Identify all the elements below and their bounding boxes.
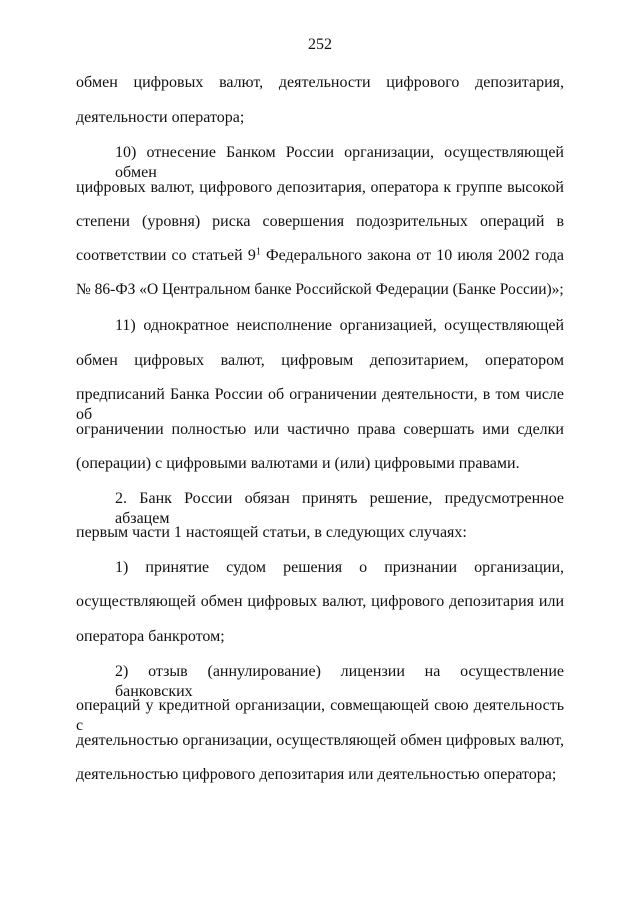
text-line: 2. Банк России обязан принять решение, предусмотренное абзацем [115,490,564,527]
text-line [76,246,564,266]
text-line: деятельностью организации, осуществляющей обмен цифровых валют, [76,732,564,749]
text-line: оператора банкротом; [76,628,225,645]
superscript: 1 [255,246,261,258]
text-line: 10) отнесение Банком России организации, осуществляющей обмен [115,144,564,181]
text-line: № 86-ФЗ «О Центральном банке Российской Федерации (Банке России)»; [76,281,564,298]
text-line: первым части 1 настоящей статьи, в следующих случаях: [76,524,467,541]
text-line: цифровых валют, цифрового депозитария, оператора к группе высокой [76,179,564,196]
text-line: предписаний Банка России об ограничении деятельности, в том числе об [76,386,564,423]
text-line: степени (уровня) риска совершения подозрительных операций в [76,213,564,230]
text-segment: соответствии со статьей 9 [76,247,256,264]
text-line: деятельностью цифрового депозитария или деятельностью оператора; [76,766,557,783]
text-line: (операции) с цифровыми валютами и (или) цифровыми правами. [76,455,520,472]
text-line: 1) принятие судом решения о признании организации, [115,559,564,576]
text-line: деятельности оператора; [76,109,245,126]
text-line: обмен цифровых валют, деятельности цифрового депозитария, [76,74,564,91]
text-line: 11) однократное неисполнение организацией, осуществляющей [115,317,564,334]
text-line: обмен цифровых валют, цифровым депозитарием, оператором [76,352,564,369]
text-line: ограничении полностью или частично права совершать ими сделки [76,421,564,438]
text-segment: Федерального закона от 10 июля 2002 года [260,247,564,264]
text-line: 2) отзыв (аннулирование) лицензии на осуществление банковских [115,663,564,700]
text-line: осуществляющей обмен цифровых валют, цифрового депозитария или [76,593,564,610]
page-number: 252 [308,36,332,53]
text-line: операций у кредитной организации, совмещающей свою деятельность с [76,697,564,734]
